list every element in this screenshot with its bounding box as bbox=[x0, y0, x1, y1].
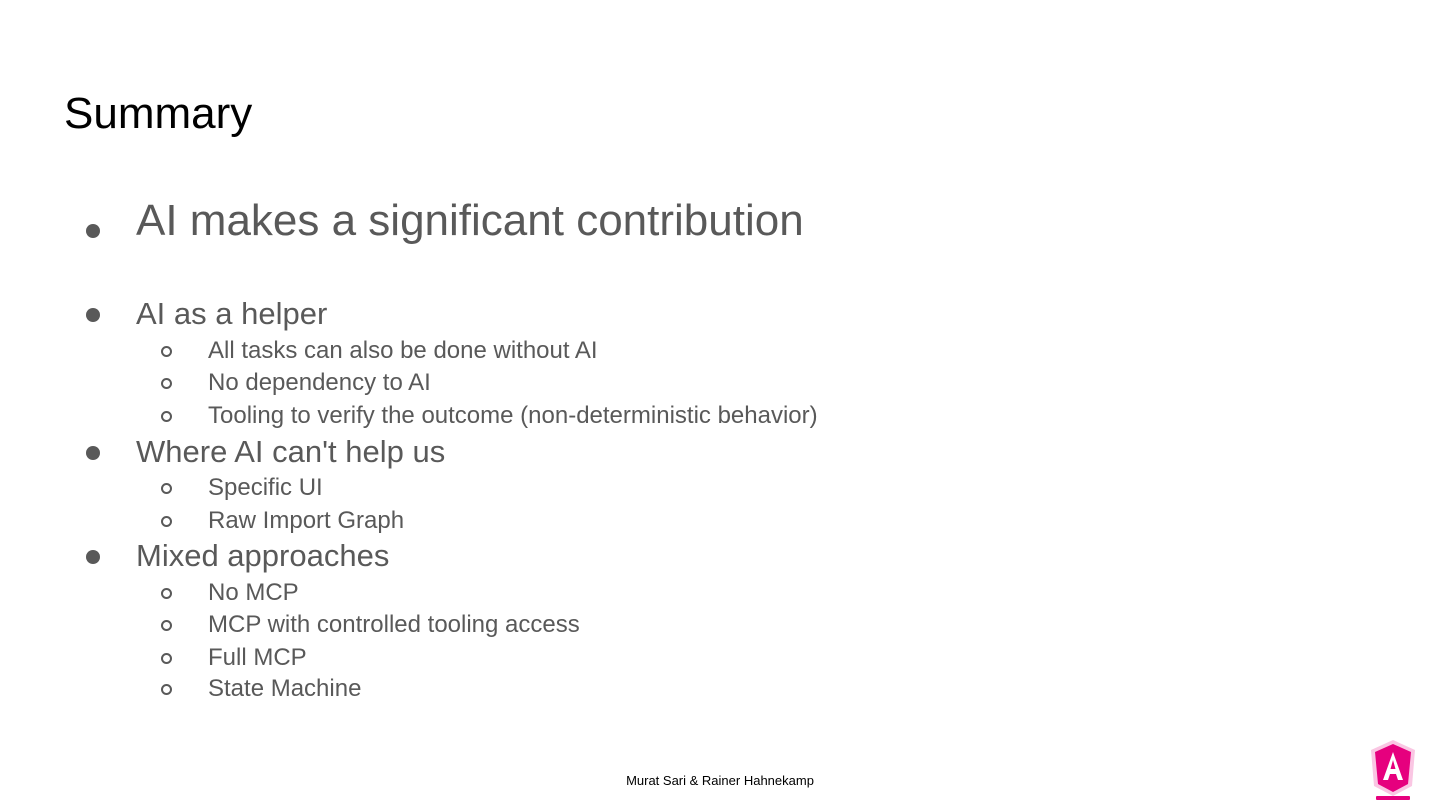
sub-bullet-text: No dependency to AI bbox=[208, 369, 431, 396]
bullet-text: Where AI can't help us bbox=[136, 434, 446, 469]
sub-bullet-text: Tooling to verify the outcome (non-deterministic behavior) bbox=[208, 402, 818, 429]
bullet-circle-icon bbox=[161, 653, 172, 664]
bullet-text: AI makes a significant contribution bbox=[136, 196, 804, 245]
bullet-circle-icon bbox=[161, 516, 172, 527]
sub-bullet-text: Specific UI bbox=[208, 474, 323, 501]
bullet-circle-icon bbox=[161, 346, 172, 357]
bullet-circle-icon bbox=[161, 483, 172, 494]
bullet-text: Mixed approaches bbox=[136, 538, 390, 573]
sub-bullet-text: Raw Import Graph bbox=[208, 507, 405, 534]
sub-bullet-text: All tasks can also be done without AI bbox=[208, 337, 598, 364]
bullet-dot-icon bbox=[86, 308, 100, 322]
bullet-circle-icon bbox=[161, 378, 172, 389]
bullet-circle-icon bbox=[161, 411, 172, 422]
bullet-dot-icon bbox=[86, 550, 100, 564]
bullet-dot-icon bbox=[86, 224, 100, 238]
slide-footer: Murat Sari & Rainer Hahnekamp bbox=[626, 773, 814, 788]
bullet-circle-icon bbox=[161, 684, 172, 695]
sub-bullet-text: State Machine bbox=[208, 675, 362, 702]
bullet-circle-icon bbox=[161, 620, 172, 631]
bullet-text: AI as a helper bbox=[136, 296, 328, 331]
slide-title: Summary bbox=[64, 89, 253, 138]
angular-architects-logo-icon bbox=[1368, 738, 1418, 804]
bullet-dot-icon bbox=[86, 446, 100, 460]
sub-bullet-text: Full MCP bbox=[208, 644, 307, 671]
sub-bullet-text: No MCP bbox=[208, 579, 299, 606]
bullet-circle-icon bbox=[161, 588, 172, 599]
sub-bullet-text: MCP with controlled tooling access bbox=[208, 611, 580, 638]
